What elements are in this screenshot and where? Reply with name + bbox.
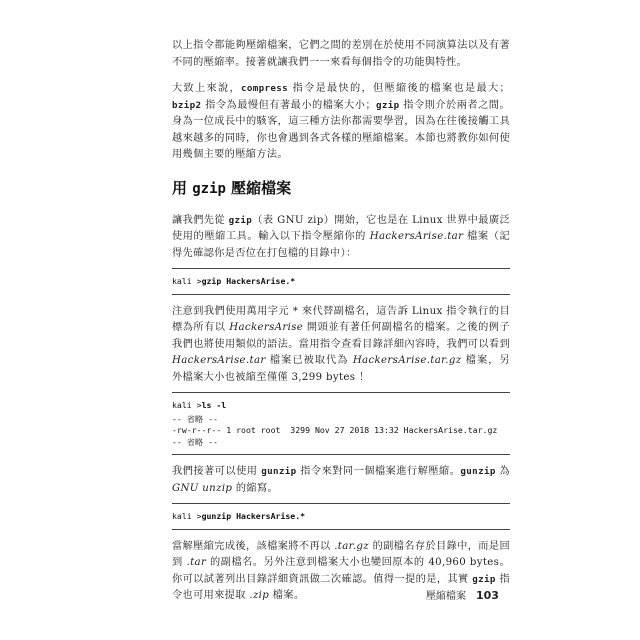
heading-command: gzip	[192, 180, 226, 197]
heading-prefix: 用	[172, 178, 193, 197]
shell-command: gunzip HackersArise.*	[201, 511, 306, 521]
text-run: 指令也可用來提取	[172, 573, 510, 601]
output-line: -- 省略 --	[172, 436, 218, 447]
gunzip-paragraph	[172, 464, 510, 497]
inline-command: compress	[240, 83, 289, 94]
text-run: 檔案。	[269, 590, 305, 601]
filename: HackersArise.tar.gz	[352, 355, 462, 366]
filename: HackersArise.tar	[369, 231, 464, 242]
inline-command: gunzip	[460, 466, 496, 477]
intro-text: 以上指令都能夠壓縮檔案，它們之間的差別在於使用不同演算法以及有著不同的壓縮率。接著就讓我們一一來看每個指令的功能與特性。	[172, 40, 510, 68]
text-run: 的副檔名存於目錄中，而是回到	[172, 540, 510, 568]
text-run: 指令為最慢但有著最小的檔案大小；	[201, 99, 377, 111]
output-line: -rw-r--r-- 1 root root 3299 Nov 27 2018 13:32 HackersArise.tar.gz	[172, 425, 498, 435]
inline-command: bzip2	[172, 99, 202, 111]
text-run: 檔案（記得先確認你是否位在打包檔的目錄中）：	[172, 231, 510, 259]
heading-suffix: 壓縮檔案	[225, 178, 292, 197]
text-run: 檔案，另外檔案大小也被縮至僅僅 3,299 bytes ！	[172, 355, 510, 383]
text-run: 開頭並有著任何副檔名的檔案。之後的例子我們也將使用類似的語法。當用指令查看目錄詳細內容時，我們可以看到	[172, 322, 510, 350]
text-run: 指令是最快的，但壓縮後的檔案也是最大；	[288, 83, 510, 94]
extension: .zip	[249, 590, 270, 601]
text-run: 為	[495, 466, 510, 477]
term: GNU unzip	[172, 482, 233, 494]
code-block-gunzip	[172, 503, 510, 530]
page-number: 103	[476, 589, 499, 602]
extension: .tar.gz	[334, 540, 369, 552]
comparison-paragraph	[172, 81, 510, 164]
inline-command: gzip	[228, 214, 253, 226]
shell-command: ls -l	[201, 400, 227, 410]
inline-command: gzip	[376, 99, 400, 111]
shell-prompt: kali >	[172, 276, 202, 286]
text-run: 注意到我們使用萬用字元 * 來代替副檔名，這告訴 Linux 指令執行的目標為所有以	[172, 305, 510, 333]
output-line: -- 省略 --	[172, 413, 218, 424]
text-run: 的縮寫。	[232, 482, 279, 494]
footer-section-title: 壓縮檔案	[426, 591, 466, 602]
text-run: 讓我們先從	[172, 214, 229, 226]
inline-command: gunzip	[261, 466, 297, 477]
shell-prompt: kali >	[172, 511, 202, 521]
code-block-ls	[172, 392, 510, 455]
text-run: 的副檔名。另外注意到檔案大小也變回原本的 40,960 bytes。你可以試著列出目錄詳細資訊做二次確認。值得一提的是，其實	[172, 557, 510, 585]
filename: HackersArise.tar	[172, 355, 266, 366]
intro-paragraph	[172, 38, 510, 71]
book-page	[172, 38, 510, 605]
text-run: （表 GNU zip）開始，它也是在 Linux 世界中最廣泛使用的壓縮工具。輸入以下指令壓縮你的	[172, 214, 510, 242]
text-run: 大致上來說，	[172, 83, 241, 94]
shell-command: gzip HackersArise.*	[201, 276, 296, 286]
text-run: 指令來對同一個檔案進行解壓縮。	[296, 466, 461, 477]
code-block-gzip	[172, 268, 510, 295]
extension: .tar	[186, 557, 207, 568]
inline-command: gzip	[472, 573, 496, 585]
text-run: 指令則介於兩者之間。身為一位成長中的駭客，這三種方法你都需要學習，因為在往後接觸工具越來越多的同時，你也會遇到各式各樣的壓縮檔案。本節也將教你如何使用幾個主要的壓縮方法。	[172, 99, 511, 160]
gzip-intro-paragraph	[172, 213, 510, 263]
section-heading	[172, 178, 510, 199]
wildcard-paragraph	[172, 304, 510, 387]
text-run: 我們接著可以使用	[172, 466, 262, 477]
shell-prompt: kali >	[172, 400, 202, 410]
filename: HackersArise	[229, 322, 304, 333]
text-run: 檔案已被取代為	[265, 355, 353, 366]
page-footer	[426, 587, 566, 602]
text-run: 當解壓縮完成後，該檔案將不再以	[172, 540, 335, 552]
